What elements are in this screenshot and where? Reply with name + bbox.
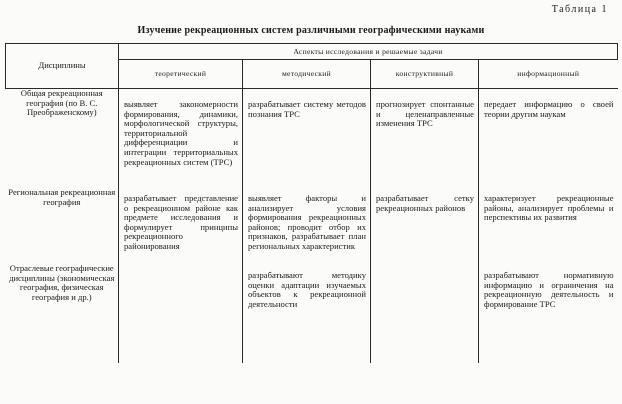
table-cell: разрабатывают нормативную информацию и ограничения на рекреационную деятельность и формирование ТРС [479,264,618,363]
table-row [6,264,618,363]
table-row [6,89,618,189]
discipline-name: Общая рекреационная география (по В. С. Преображенскому) [20,88,103,118]
header-theoretical: теоретический [119,59,243,88]
header-constructive: конструктивный [371,59,479,88]
table-cell: выявляет закономерности формирования, динамики, морфологической структуры, территориальной дифференциации и интеграции территориальных рекреационных систем (ТРС) [119,89,243,189]
discipline-cell [6,89,119,189]
table-cell: прогнозирует спонтанные и целенаправленные изменения ТРС [371,89,479,189]
table-cell: разрабатывает сетку рекреационных районов [371,188,479,264]
table-cell [119,264,243,363]
table-cell: разрабатывает представление о рекреационном районе как предмете исследования и формулирует принципы рекреационного районирования [119,188,243,264]
header-informational: информационный [479,59,618,88]
discipline-name: Отраслевые географические дисциплины (экономическая география, физическая география и др.) [9,263,115,302]
header-aspects: Аспекты исследования и решаемые задачи [119,44,618,60]
table-row [6,188,618,264]
table-cell: разрабатывают методику оценки адаптации изучаемых объектов к рекреационной деятельности [243,264,371,363]
discipline-cell [6,264,119,363]
table-cell [371,264,479,363]
table-cell: передает информацию о своей теории другим наукам [479,89,618,189]
table-cell: выявляет факторы и анализирует условия формирования рекреационных районов; проводит отбор их признаков, разрабатывает план региональных характеристик [243,188,371,264]
table-cell: разрабатывает систему методов познания ТРС [243,89,371,189]
research-table [5,43,618,363]
discipline-cell [6,188,119,264]
discipline-name: Региональная рекреационная география [8,187,116,207]
header-disciplines: Дисциплины [6,44,119,89]
table-cell: характеризует рекреационные районы, анализирует проблемы и перспективы их развития [479,188,618,264]
table-number: Таблица 1 [551,4,608,15]
header-methodical: методический [243,59,371,88]
table-title: Изучение рекреационных систем различными географическими науками [137,25,485,36]
